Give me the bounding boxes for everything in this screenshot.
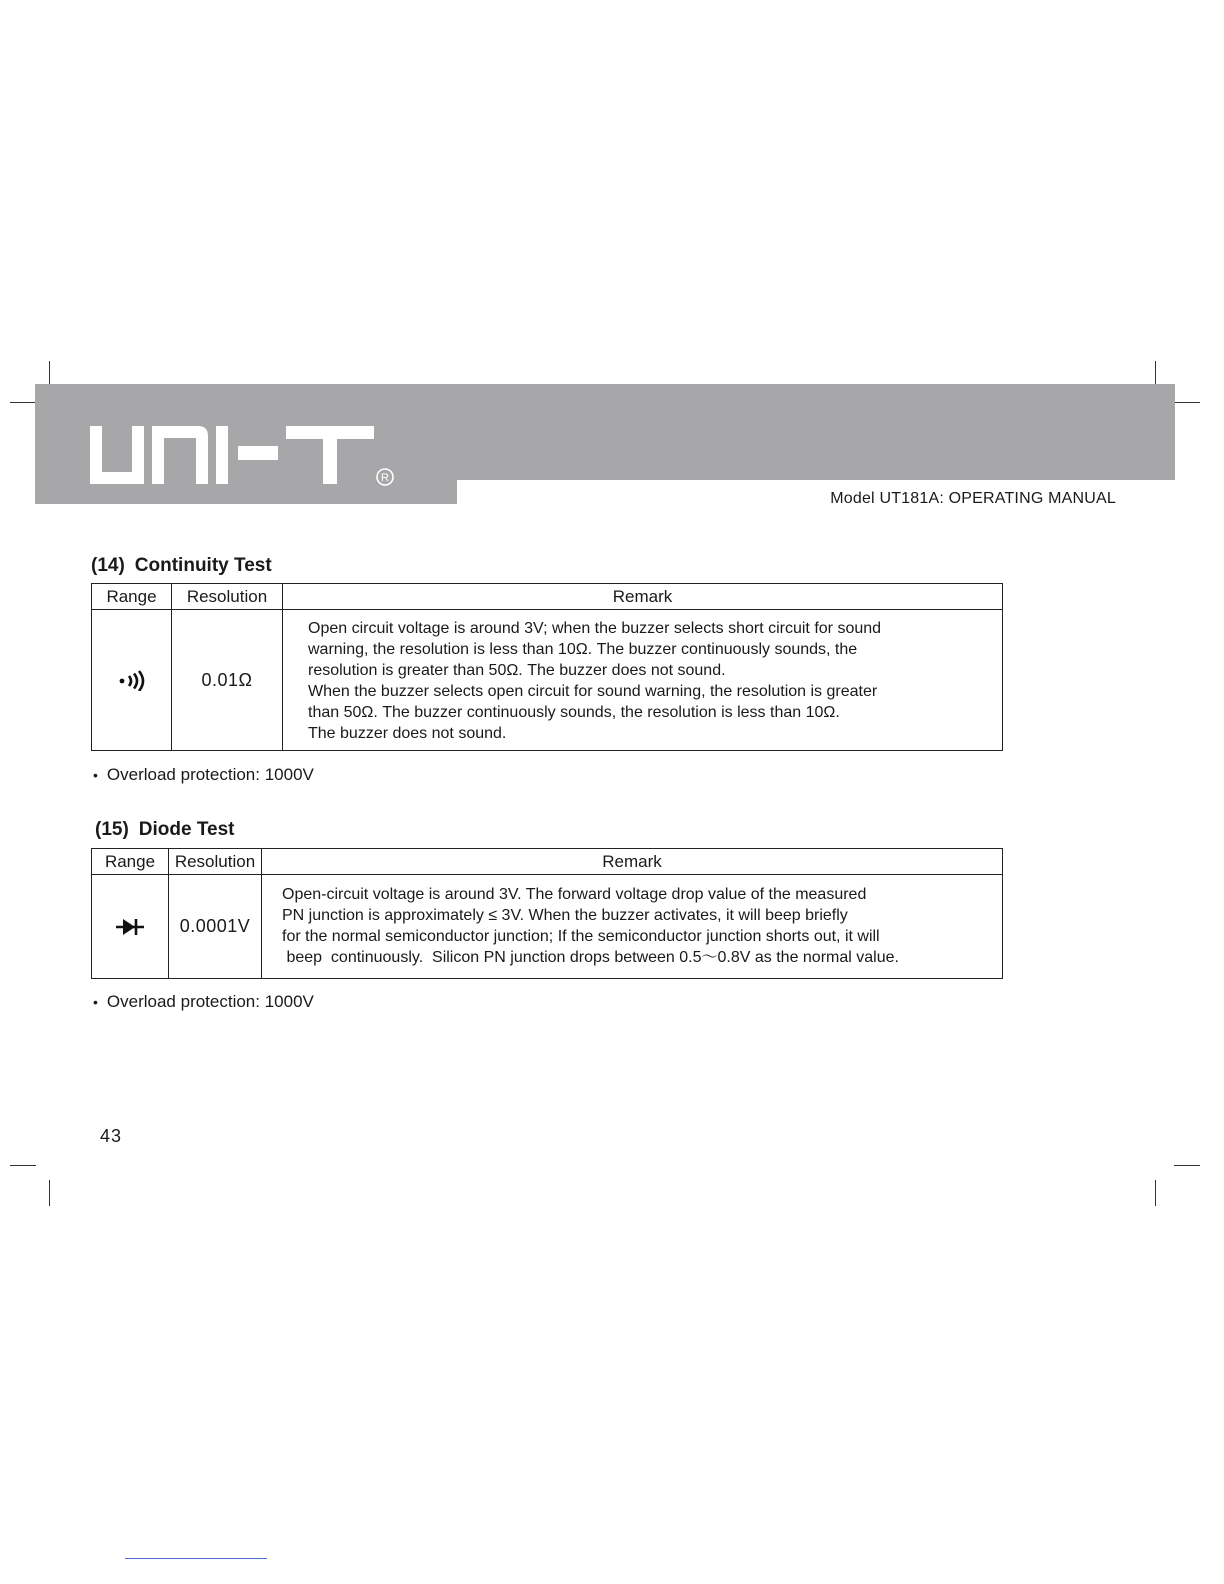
section-title-diode xyxy=(95,819,235,841)
buzzer-continuity-icon xyxy=(115,669,149,691)
section-heading: Continuity Test xyxy=(134,555,272,576)
table-header-row xyxy=(92,584,1003,610)
crop-mark xyxy=(10,1165,36,1166)
footer-rule xyxy=(125,1558,267,1559)
remark-line: than 50Ω. The buzzer continuously sounds, the resolution is less than 10Ω. xyxy=(308,704,840,721)
crop-mark xyxy=(49,1180,50,1206)
column-header-resolution: Resolution xyxy=(169,849,262,875)
range-cell xyxy=(92,875,169,979)
remark-line: The buzzer does not sound. xyxy=(308,725,507,742)
remark-cell xyxy=(262,875,1003,979)
page-number: 43 xyxy=(100,1126,123,1146)
column-header-remark: Remark xyxy=(283,584,1003,610)
diode-spec-table xyxy=(91,848,1003,979)
uni-t-logo xyxy=(88,420,408,490)
column-header-range: Range xyxy=(92,584,172,610)
overload-note xyxy=(93,765,314,785)
continuity-spec-table xyxy=(91,583,1003,751)
range-cell xyxy=(92,610,172,751)
column-header-remark: Remark xyxy=(262,849,1003,875)
crop-mark xyxy=(1174,1165,1200,1166)
remark-line: resolution is greater than 50Ω. The buzzer does not sound. xyxy=(308,662,726,679)
overload-note-text: Overload protection: 1000V xyxy=(106,765,314,784)
bullet-icon: • xyxy=(93,767,98,783)
remark-line: for the normal semiconductor junction; If the semiconductor junction shorts out, it will xyxy=(282,928,880,945)
table-header-row xyxy=(92,849,1003,875)
diode-icon xyxy=(114,916,146,938)
registered-mark: R xyxy=(381,472,389,484)
remark-line: When the buzzer selects open circuit for sound warning, the resolution is greater xyxy=(308,683,878,700)
column-header-resolution: Resolution xyxy=(172,584,283,610)
remark-line: PN junction is approximately ≤ 3V. When the buzzer activates, it will beep briefly xyxy=(282,907,848,924)
manual-title: Model UT181A: OPERATING MANUAL xyxy=(830,490,1116,507)
table-row xyxy=(92,610,1003,751)
crop-mark xyxy=(1155,1180,1156,1206)
section-heading: Diode Test xyxy=(138,819,235,840)
column-header-range: Range xyxy=(92,849,169,875)
resolution-cell: 0.01Ω xyxy=(172,610,283,751)
overload-note-text: Overload protection: 1000V xyxy=(106,992,314,1011)
remark-line: Open circuit voltage is around 3V; when the buzzer selects short circuit for sound xyxy=(308,620,882,637)
table-row xyxy=(92,875,1003,979)
section-number: (15) xyxy=(95,819,129,840)
remark-line: Open-circuit voltage is around 3V. The forward voltage drop value of the measured xyxy=(282,886,867,903)
resolution-cell: 0.0001V xyxy=(169,875,262,979)
remark-cell xyxy=(283,610,1003,751)
remark-line: beep continuously. Silicon PN junction drops between 0.5～0.8V as the normal value. xyxy=(282,949,899,966)
section-number: (14) xyxy=(91,555,125,576)
overload-note xyxy=(93,992,314,1012)
remark-line: warning, the resolution is less than 10Ω. The buzzer continuously sounds, the xyxy=(308,641,858,658)
crop-mark xyxy=(10,402,36,403)
crop-mark xyxy=(1174,402,1200,403)
bullet-icon: • xyxy=(93,994,98,1010)
section-title-continuity xyxy=(91,555,272,577)
